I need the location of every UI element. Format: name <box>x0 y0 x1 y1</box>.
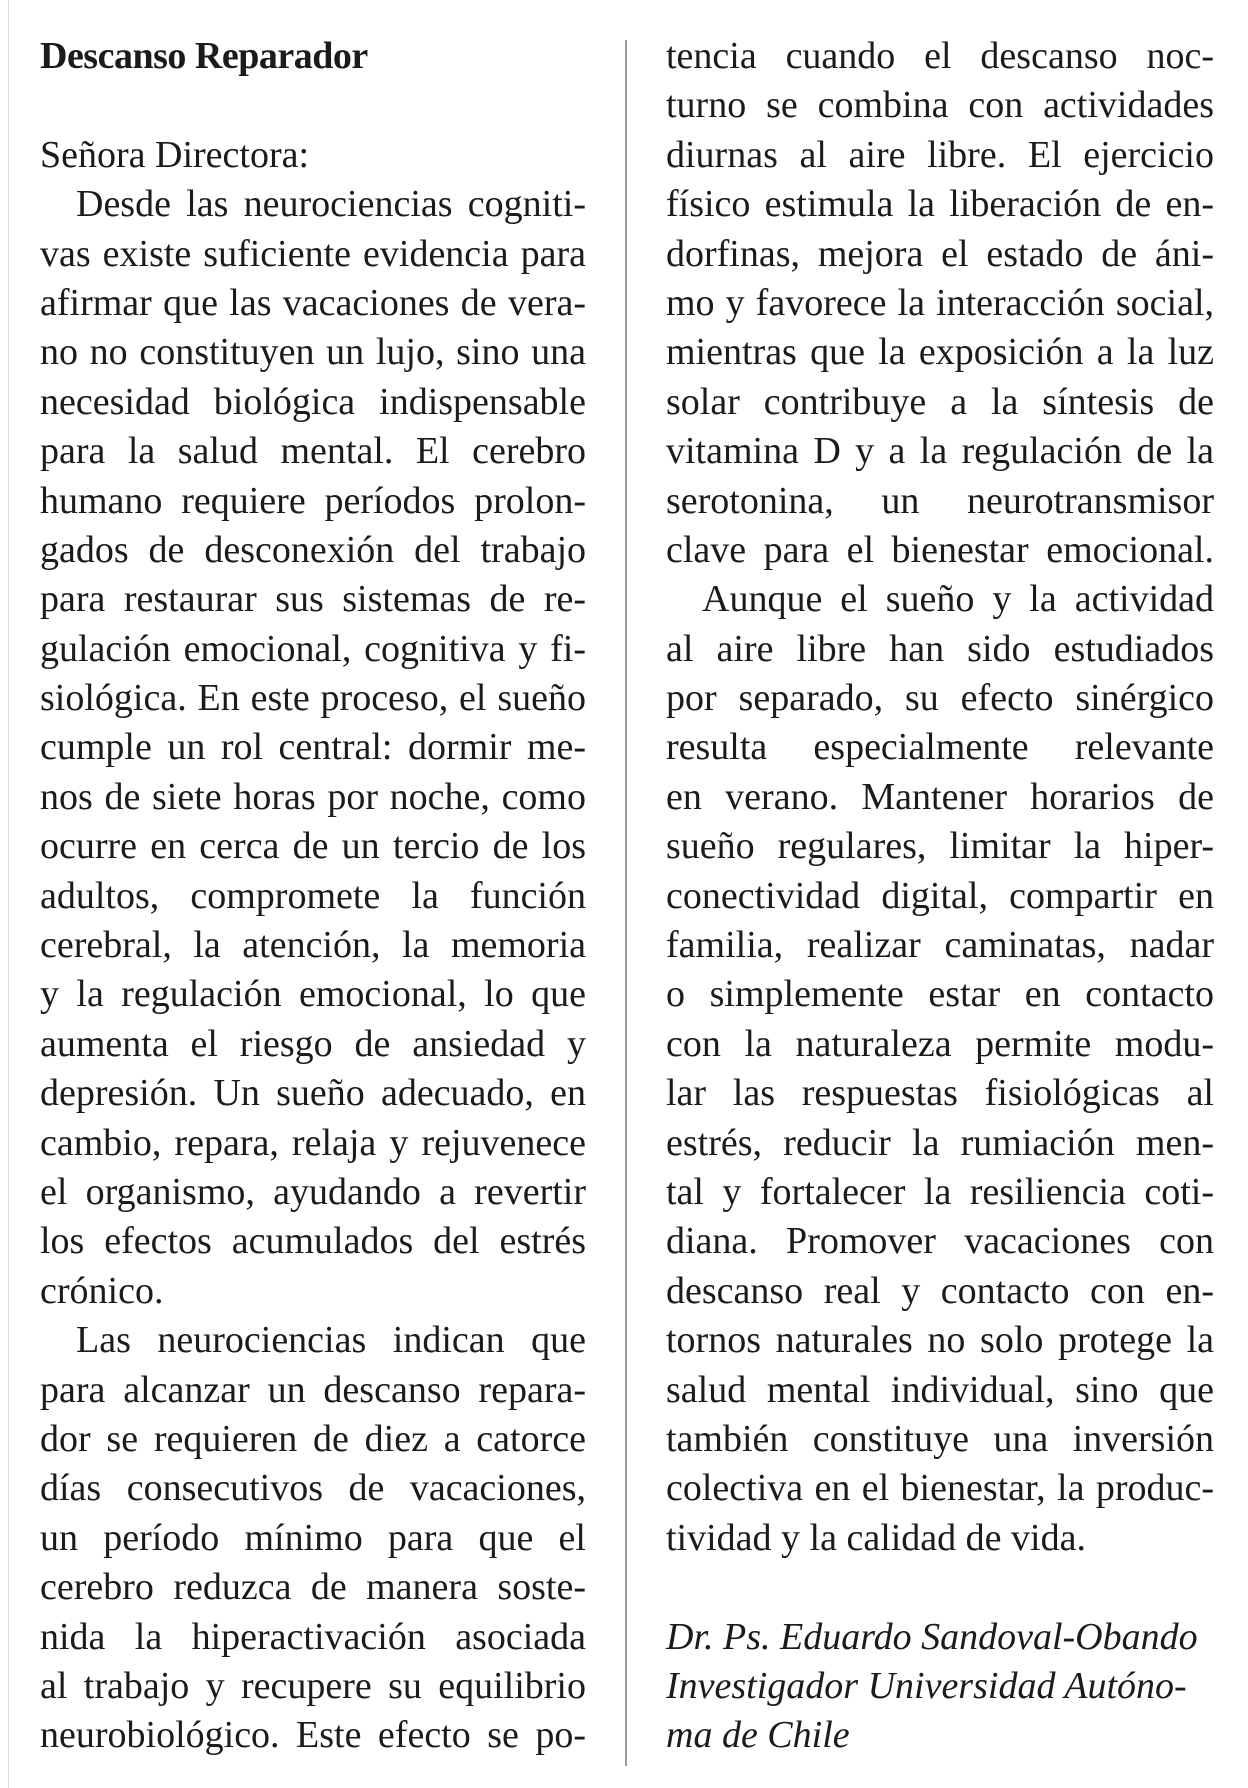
body-line: turno se combina con actividades <box>666 84 1214 127</box>
body-line: salud mental individual, sino que <box>666 1368 1214 1411</box>
body-line: también constituye una inversión <box>666 1417 1214 1460</box>
body-line: lar las respuestas fisiológicas al <box>666 1072 1214 1115</box>
body-line: crónico. <box>40 1269 164 1312</box>
spacer <box>666 1563 1214 1612</box>
body-line: el organismo, ayudando a revertir <box>40 1170 586 1213</box>
body-line: cerebro reduzca de manera soste- <box>40 1566 586 1609</box>
body-line: tal y fortalecer la resiliencia coti- <box>666 1170 1214 1213</box>
body-line: vitamina D y a la regulación de la <box>666 430 1214 473</box>
body-line: serotonina, un neurotransmisor <box>666 479 1214 522</box>
body-line: solar contribuye a la síntesis de <box>666 380 1214 423</box>
body-line: al aire libre han sido estudiados <box>666 627 1214 670</box>
body-line: al trabajo y recupere su equilibrio <box>40 1664 586 1707</box>
right-column <box>666 32 1214 1761</box>
body-line: sueño regulares, limitar la hiper- <box>666 825 1214 868</box>
body-line: Desde las neurociencias cogniti- <box>76 183 586 226</box>
body-line: colectiva en el bienestar, la produc- <box>666 1467 1214 1510</box>
body-line: Las neurociencias indican que <box>76 1319 586 1362</box>
body-line: para alcanzar un descanso repara- <box>40 1368 586 1411</box>
body-line: por separado, su efecto sinérgico <box>666 677 1214 720</box>
body-line: necesidad biológica indispensable <box>40 380 586 423</box>
body-line: gulación emocional, cognitiva y fi- <box>40 627 586 670</box>
body-line: descanso real y contacto con en- <box>666 1269 1214 1312</box>
body-line: para restaurar sus sistemas de re- <box>40 578 586 621</box>
body-line: no no constituyen un lujo, sino una <box>40 331 586 374</box>
salutation: Señora Directora: <box>40 133 310 176</box>
body-line: neurobiológico. Este efecto se po- <box>40 1714 586 1757</box>
body-line: diana. Promover vacaciones con <box>666 1220 1214 1263</box>
body-line: o simplemente estar en contacto <box>666 973 1214 1016</box>
body-line: mo y favorece la interacción social, <box>666 281 1214 324</box>
body-line: en verano. Mantener horarios de <box>666 775 1214 818</box>
signature <box>666 1613 1214 1761</box>
body-line: familia, realizar caminatas, nadar <box>666 924 1214 967</box>
body-line: conectividad digital, compartir en <box>666 874 1214 917</box>
body-line: siológica. En este proceso, el sueño <box>40 677 586 720</box>
body-line: adultos, compromete la función <box>40 874 586 917</box>
body-line: cambio, repara, relaja y rejuvenece <box>40 1121 586 1164</box>
body-line: gados de desconexión del trabajo <box>40 528 586 571</box>
body-line: nida la hiperactivación asociada <box>40 1615 586 1658</box>
body-line: para la salud mental. El cerebro <box>40 430 586 473</box>
body-line: tividad y la calidad de vida. <box>666 1516 1086 1559</box>
body-line: dorfinas, mejora el estado de áni- <box>666 232 1214 275</box>
body-line: dor se requieren de diez a catorce <box>40 1417 586 1460</box>
body-line: vas existe suficiente evidencia para <box>40 232 586 275</box>
body-line: días consecutivos de vacaciones, <box>40 1467 586 1510</box>
column-divider <box>625 40 627 1766</box>
body-line: afirmar que las vacaciones de vera- <box>40 281 586 324</box>
article-title: Descanso Reparador <box>40 35 368 77</box>
spacer <box>40 81 586 130</box>
signature-name: Dr. Ps. Eduardo Sandoval-Obando <box>666 1615 1198 1658</box>
body-line: aumenta el riesgo de ansiedad y <box>40 1022 586 1065</box>
body-line: cumple un rol central: dormir me- <box>40 726 586 769</box>
body-line: los efectos acumulados del estrés <box>40 1220 586 1263</box>
body-line: cerebral, la atención, la memoria <box>40 924 586 967</box>
page-edge-rule <box>8 0 9 1788</box>
body-line: clave para el bienestar emocional. <box>666 528 1214 571</box>
signature-affiliation: Investigador Universidad Autóno- <box>666 1664 1187 1707</box>
body-line: tencia cuando el descanso noc- <box>666 35 1214 77</box>
body-line: ocurre en cerca de un tercio de los <box>40 825 586 868</box>
body-line: resulta especialmente relevante <box>666 726 1214 769</box>
body-line: estrés, reducir la rumiación men- <box>666 1121 1214 1164</box>
signature-affiliation-cont: ma de Chile <box>666 1714 850 1757</box>
body-line: mientras que la exposición a la luz <box>666 331 1214 374</box>
left-column <box>40 32 586 1761</box>
body-line: físico estimula la liberación de en- <box>666 183 1214 226</box>
body-line: nos de siete horas por noche, como <box>40 775 586 818</box>
body-line: humano requiere períodos prolon- <box>40 479 586 522</box>
body-line: depresión. Un sueño adecuado, en <box>40 1072 586 1115</box>
body-line: y la regulación emocional, lo que <box>40 973 586 1016</box>
body-line: un período mínimo para que el <box>40 1516 586 1559</box>
body-line: con la naturaleza permite modu- <box>666 1022 1214 1065</box>
body-line: Aunque el sueño y la actividad <box>702 578 1214 621</box>
body-line: diurnas al aire libre. El ejercicio <box>666 133 1214 176</box>
body-line: tornos naturales no solo protege la <box>666 1319 1214 1362</box>
